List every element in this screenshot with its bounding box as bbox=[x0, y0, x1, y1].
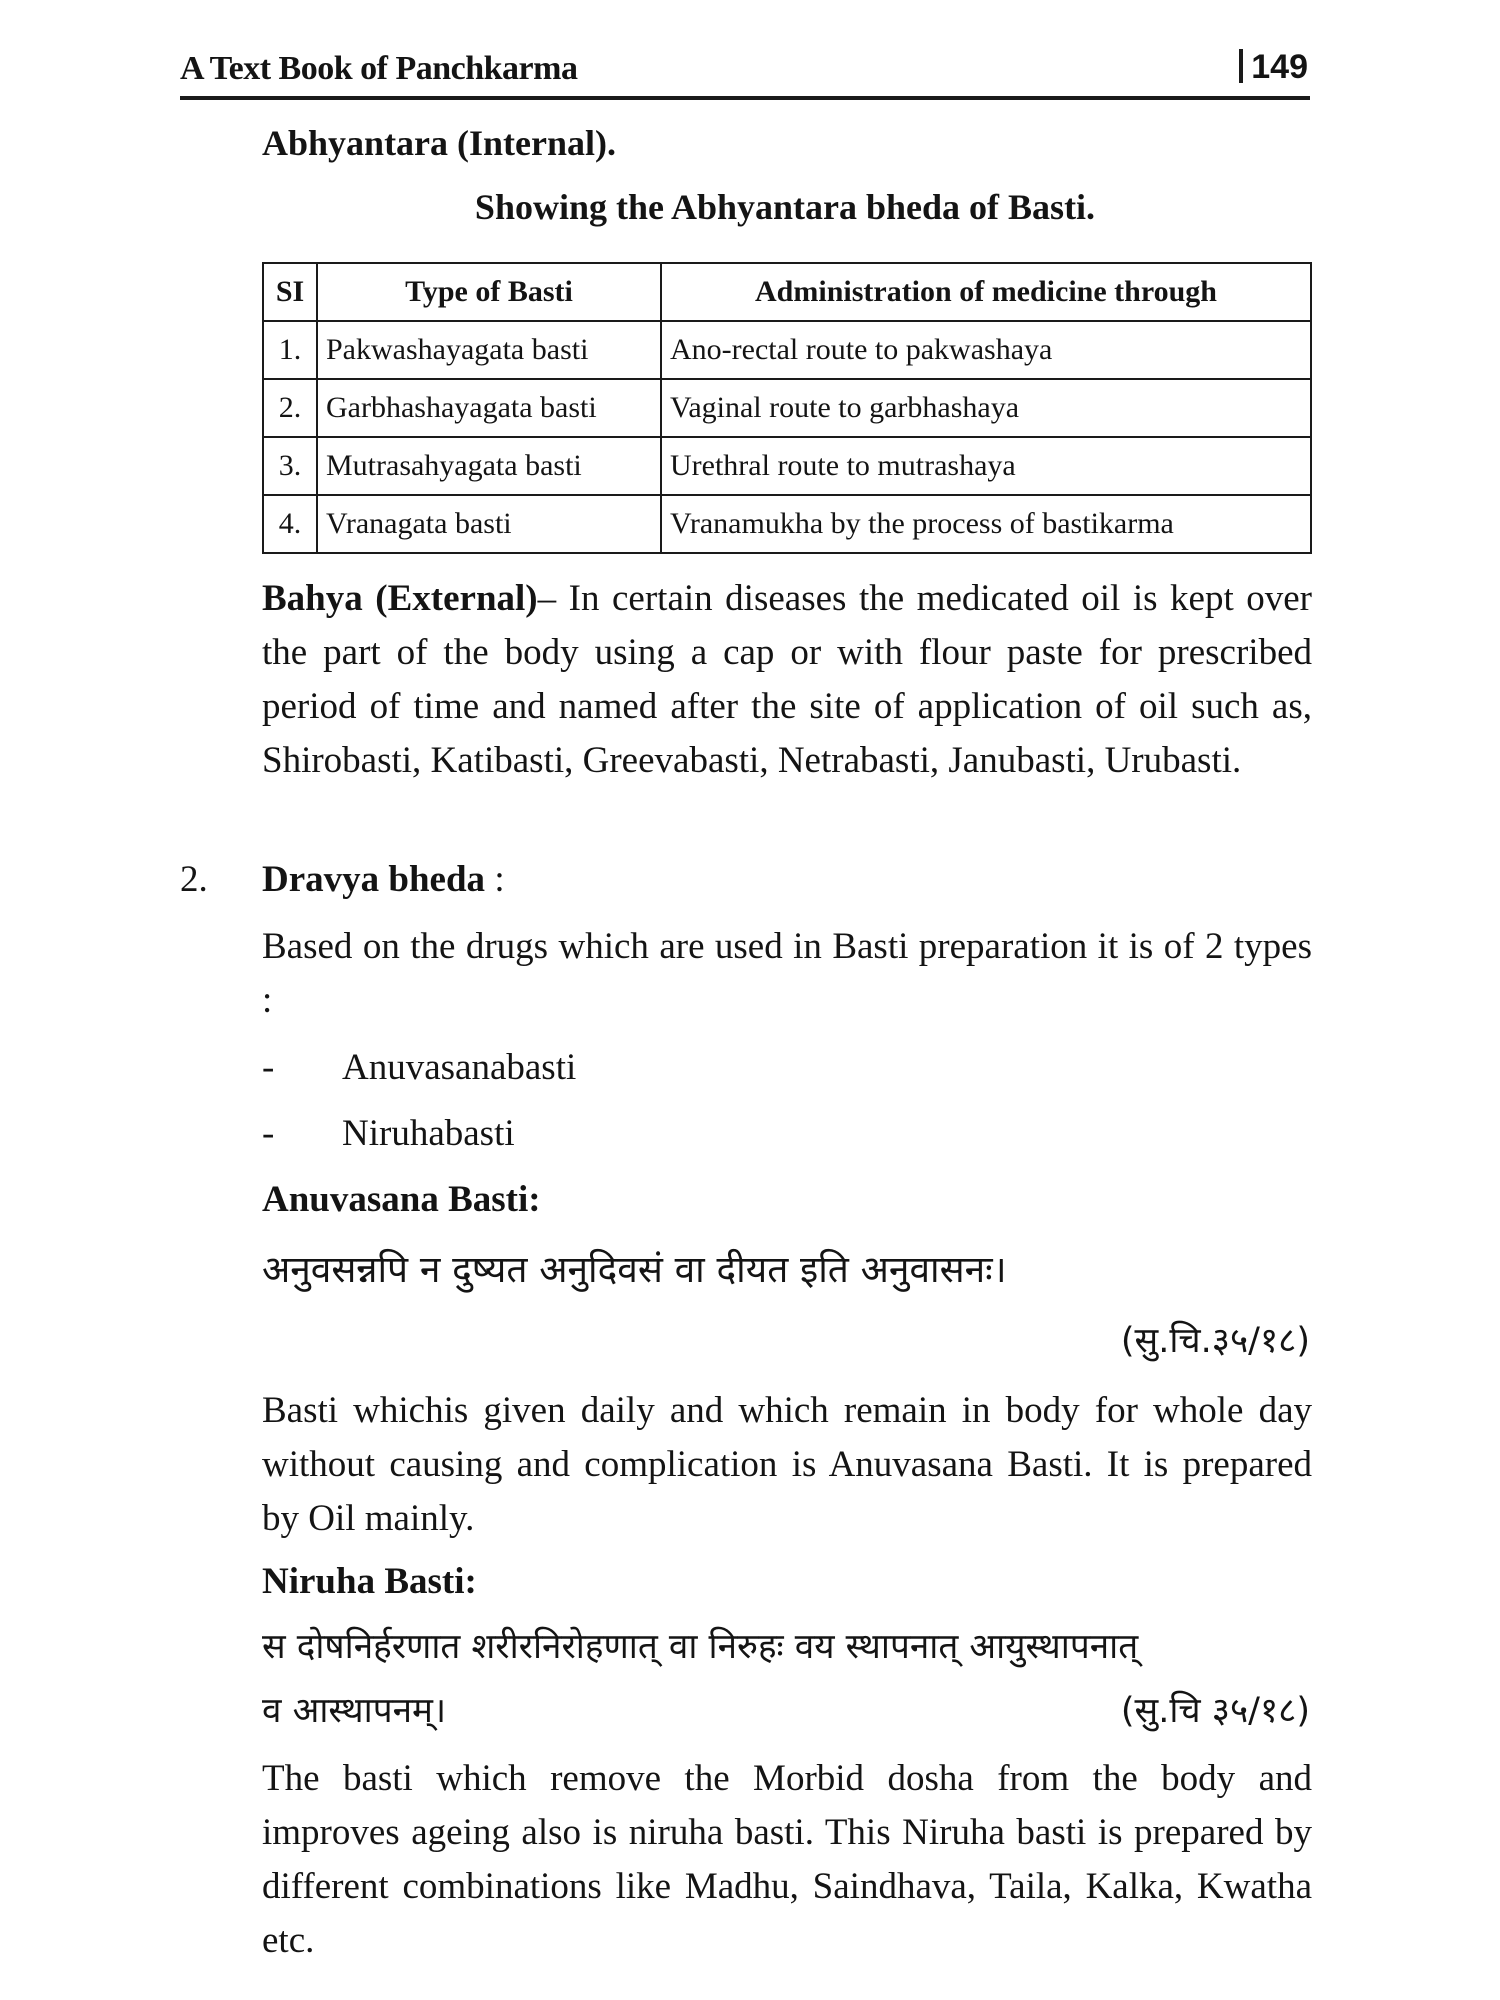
dravya-title-suffix: : bbox=[485, 859, 505, 900]
niruha-sanskrit-line1: स दोषनिर्हरणात शरीरनिरोहणात् वा निरुहः वय स्थापनात् आयुस्थापनात् bbox=[262, 1627, 1139, 1667]
list-number: 2. bbox=[180, 859, 208, 900]
table-caption: Showing the Abhyantara bheda of Basti. bbox=[474, 187, 1096, 227]
table-header-row bbox=[263, 263, 1311, 321]
dravya-title: Dravya bheda bbox=[262, 859, 486, 900]
abhyantara-table bbox=[262, 262, 1312, 554]
cell-administration: Urethral route to mutrashaya bbox=[661, 437, 1311, 495]
bullet-dash: - bbox=[262, 1113, 275, 1154]
table-row bbox=[263, 379, 1311, 437]
anuvasana-sanskrit: अनुवसन्नपि न दुष्यत अनुदिवसं वा दीयत इति अनुवासनः। bbox=[262, 1248, 1007, 1291]
niruha-paragraph: The basti which remove the Morbid dosha from the body and improves ageing also is niruha basti. This Niruha basti is prepared by different combinations like Madhu, Saindhava, Taila, Kalka, Kwatha etc. bbox=[262, 1758, 1312, 1961]
cell-administration: Vranamukha by the process of bastikarma bbox=[661, 495, 1311, 553]
cell-si: 2. bbox=[263, 379, 317, 437]
cell-administration: Vaginal route to garbhashaya bbox=[661, 379, 1311, 437]
page-number-value: 149 bbox=[1251, 48, 1308, 86]
page-number bbox=[1239, 48, 1308, 87]
niruha-reference: (सु.चि ३५/१८) bbox=[1120, 1691, 1310, 1731]
col-header-si: SI bbox=[263, 263, 317, 321]
cell-type: Mutrasahyagata basti bbox=[317, 437, 661, 495]
table-row bbox=[263, 495, 1311, 553]
cell-administration: Ano-rectal route to pakwashaya bbox=[661, 321, 1311, 379]
bahya-text: – In certain diseases the medicated oil is kept over the part of the body using a cap or with flour paste for prescribed period of time and named after the site of application of oil such as, Shirobasti, Katibasti, Greevabasti, Netrabasti, Janubasti, Urubasti. bbox=[262, 578, 1312, 781]
cell-type: Vranagata basti bbox=[317, 495, 661, 553]
table-row bbox=[263, 321, 1311, 379]
type-anuvasanabasti: Anuvasanabasti bbox=[342, 1047, 577, 1088]
bahya-paragraph bbox=[262, 572, 1312, 788]
dravya-heading bbox=[262, 858, 505, 901]
book-title: A Text Book of Panchkarma bbox=[180, 50, 578, 87]
bahya-lead: Bahya (External) bbox=[262, 578, 538, 619]
running-header bbox=[180, 44, 1310, 100]
cell-si: 4. bbox=[263, 495, 317, 553]
col-header-administration: Administration of medicine through bbox=[661, 263, 1311, 321]
bullet-dash: - bbox=[262, 1047, 275, 1088]
table-row bbox=[263, 437, 1311, 495]
cell-si: 1. bbox=[263, 321, 317, 379]
col-header-type: Type of Basti bbox=[317, 263, 661, 321]
cell-si: 3. bbox=[263, 437, 317, 495]
page-number-rule bbox=[1239, 49, 1243, 83]
cell-type: Pakwashayagata basti bbox=[317, 321, 661, 379]
anuvasana-paragraph: Basti whichis given daily and which remain in body for whole day without causing and complication is Anuvasana Basti. It is prepared by Oil mainly. bbox=[262, 1390, 1312, 1539]
cell-type: Garbhashayagata basti bbox=[317, 379, 661, 437]
type-niruhabasti: Niruhabasti bbox=[342, 1113, 515, 1154]
dravya-intro: Based on the drugs which are used in Basti preparation it is of 2 types : bbox=[262, 926, 1312, 1021]
niruha-heading: Niruha Basti: bbox=[262, 1561, 477, 1602]
abhyantara-heading: Abhyantara (Internal). bbox=[262, 123, 617, 163]
anuvasana-reference: (सु.चि.३५/१८) bbox=[1120, 1321, 1310, 1361]
niruha-sanskrit-line2: व आस्थापनम्। bbox=[262, 1691, 447, 1731]
anuvasana-heading: Anuvasana Basti: bbox=[262, 1179, 541, 1220]
